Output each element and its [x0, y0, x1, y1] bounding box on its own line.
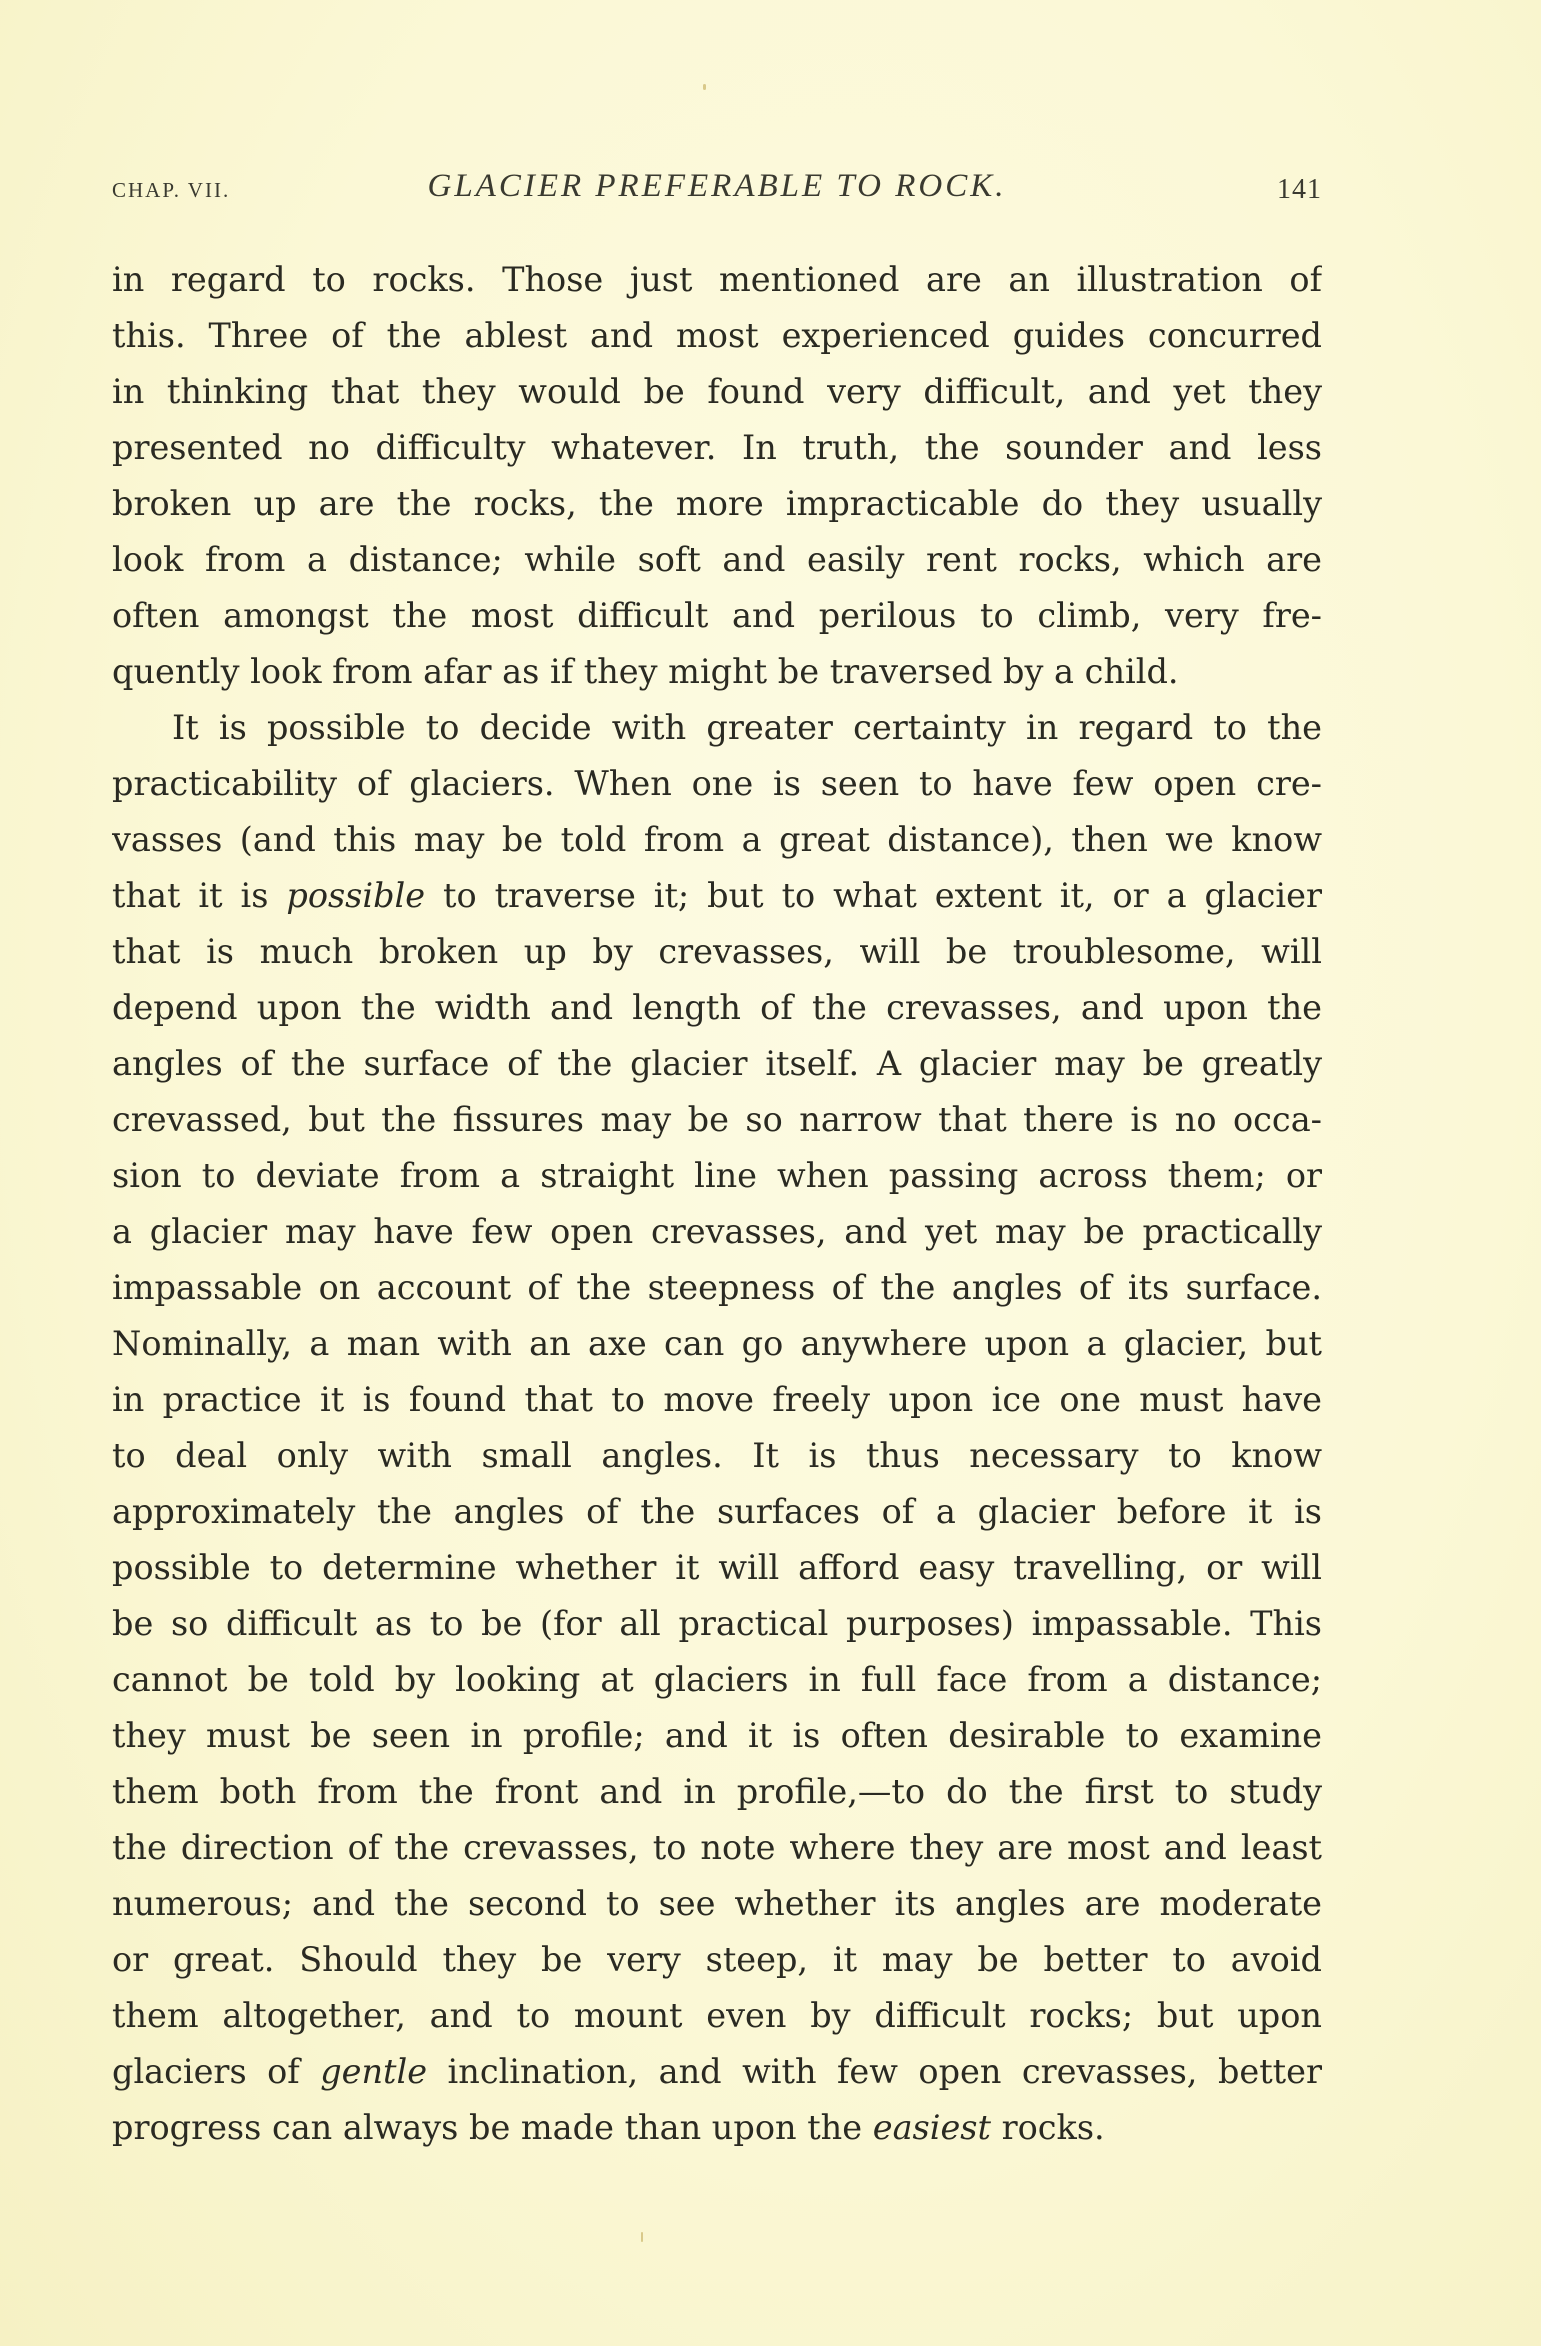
text-line: progress can always be made than upon the easiest rocks.	[112, 2108, 1105, 2147]
paragraph-start-line: It is possible to decide with greater certainty in regard to the	[172, 708, 1322, 747]
text-line: glaciers of gentle inclination, and with few open crevasses, better	[112, 2052, 1322, 2091]
text-line: practicability of glaciers. When one is seen to have few open cre-	[112, 764, 1322, 803]
chapter-label: CHAP. VII.	[112, 178, 231, 202]
text-line: quently look from afar as if they might be traversed by a child.	[112, 652, 1179, 691]
text-line: angles of the surface of the glacier itself. A glacier may be greatly	[112, 1044, 1322, 1083]
text-line: this. Three of the ablest and most experienced guides concurred	[112, 316, 1322, 355]
text-line: often amongst the most difficult and perilous to climb, very fre-	[112, 596, 1322, 635]
text-line: to deal only with small angles. It is thus necessary to know	[112, 1436, 1322, 1475]
text-line: numerous; and the second to see whether its angles are moderate	[112, 1884, 1322, 1923]
text-line: possible to determine whether it will afford easy travelling, or will	[112, 1548, 1322, 1587]
text-line: in regard to rocks. Those just mentioned are an illustration of	[112, 260, 1322, 299]
text-line: broken up are the rocks, the more impracticable do they usually	[112, 484, 1322, 523]
text-line: Nominally, a man with an axe can go anywhere upon a glacier, but	[112, 1324, 1322, 1363]
text-line: them both from the front and in profile,—to do the first to study	[112, 1772, 1322, 1811]
text-line: impassable on account of the steepness of the angles of its surface.	[112, 1268, 1322, 1307]
text-line: them altogether, and to mount even by difficult rocks; but upon	[112, 1996, 1322, 2035]
text-line: look from a distance; while soft and easily rent rocks, which are	[112, 540, 1322, 579]
text-line: cannot be told by looking at glaciers in full face from a distance;	[112, 1660, 1322, 1699]
text-line: depend upon the width and length of the crevasses, and upon the	[112, 988, 1322, 1027]
text-line: crevassed, but the fissures may be so narrow that there is no occa-	[112, 1100, 1322, 1139]
running-head	[112, 168, 1322, 218]
page-number: 141	[1277, 174, 1322, 205]
text-line: vasses (and this may be told from a great distance), then we know	[112, 820, 1322, 859]
text-line: in practice it is found that to move freely upon ice one must have	[112, 1380, 1322, 1419]
text-line: sion to deviate from a straight line when passing across them; or	[112, 1156, 1322, 1195]
text-line: in thinking that they would be found very difficult, and yet they	[112, 372, 1322, 411]
text-line: a glacier may have few open crevasses, and yet may be practically	[112, 1212, 1322, 1251]
running-title: GLACIER PREFERABLE TO ROCK.	[427, 168, 1007, 204]
italic-word: gentle	[320, 2052, 428, 2091]
text-line: that is much broken up by crevasses, will be troublesome, will	[112, 932, 1322, 971]
text-line: presented no difficulty whatever. In truth, the sounder and less	[112, 428, 1322, 467]
paper-speck	[703, 84, 706, 90]
italic-word: possible	[286, 876, 426, 915]
text-line: that it is possible to traverse it; but to what extent it, or a glacier	[112, 876, 1322, 915]
italic-word: easiest	[872, 2108, 991, 2147]
text-line: approximately the angles of the surfaces of a glacier before it is	[112, 1492, 1322, 1531]
text-line: or great. Should they be very steep, it may be better to avoid	[112, 1940, 1322, 1979]
paper-speck	[641, 2232, 643, 2242]
text-line: the direction of the crevasses, to note where they are most and least	[112, 1828, 1322, 1867]
text-line: be so difficult as to be (for all practical purposes) impassable. This	[112, 1604, 1322, 1643]
text-line: they must be seen in profile; and it is often desirable to examine	[112, 1716, 1322, 1755]
body-text	[112, 252, 1322, 2156]
